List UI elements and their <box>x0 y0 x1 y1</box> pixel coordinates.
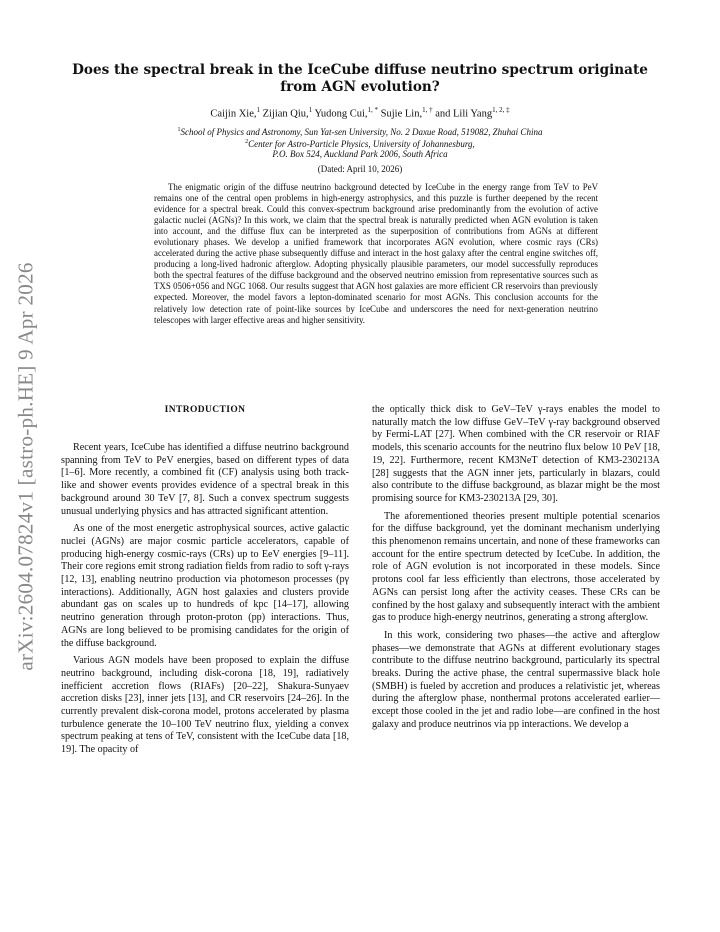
affiliation-number: 1 <box>177 127 181 133</box>
affiliation-number: 2 <box>245 139 249 145</box>
paragraph: In this work, considering two phases—the active and afterglow phases—we demonstrate that AGNs at different evolutionary stages contribute to the diffuse neutrino background, particularly its spectral breaks. During the active phase, the central supermassive black hole (SMBH) is fueled by accretion and produces a relativistic jet, whereas during the afterglow phase, nonthermal protons accelerated earlier—except those cooled in the jet and radio lobe—are confined in the host galaxy and produce neutrinos via pp interactions. We develop a <box>372 629 660 730</box>
paragraph: Recent years, IceCube has identified a diffuse neutrino background spanning from TeV to PeV energies, based on different types of data [1–6]. More recently, a combined fit (CF) analysis using both track-like and shower events provides evidence of a spectral break in this background around 30 TeV [7, 8]. Such a convex spectrum suggests unusual underlying physics and has attracted significant attention. <box>61 442 349 517</box>
author: Zijian Qiu, <box>262 108 309 120</box>
author: and Lili Yang <box>435 108 493 120</box>
affiliation-2-address: P.O. Box 524, Auckland Park 2006, South Africa <box>272 149 448 159</box>
author-affil-mark: 1 <box>308 106 313 114</box>
arxiv-identifier-stamp <box>4 236 48 696</box>
author-affil-mark: 1 <box>256 106 260 114</box>
author: Yudong Cui, <box>314 108 368 120</box>
paragraph: As one of the most energetic astrophysical sources, active galactic nuclei (AGNs) are major cosmic particle accelerators, capable of producing high-energy cosmic-rays (CRs) up to EeV energies [9–11]. Their core regions emit strong radiation fields from radio to soft γ-rays [12, 13], enabling neutrino production via photomeson processes (pγ interactions). Additionally, AGN host galaxies and clusters provide abundant gas on scales up to hundreds of kpc [14–17], allowing neutrino generation through proton-proton (pp) interactions. Thus, AGNs are long believed to be promising candidates for the origin of the diffuse background. <box>61 523 349 649</box>
left-column <box>61 404 349 762</box>
paragraph: Various AGN models have been proposed to explain the diffuse neutrino background, including disk-corona [18, 19], radiatively inefficient accretion flows (RIAFs) [20–22], Shakura-Sunyaev accretion disks [23], inner jets [13], and CR reservoirs [24–26]. In the currently prevalent disk-corona model, protons accelerated by plasma turbulence generate the 10–100 TeV neutrino flux, yielding a convex spectrum peaking at tens of TeV, consistent with the IceCube data [18, 19]. The opacity of <box>61 655 349 756</box>
abstract: The enigmatic origin of the diffuse neutrino background detected by IceCube in the energy range from TeV to PeV remains one of the central open problems in high-energy astrophysics, and this puzzle is further deepened by the recent evidence for a spectral break. Could this convex-spectrum background arise predominantly from the evolution of active galactic nuclei (AGNs)? In this work, we claim that the spectral break is naturally predicted when AGN evolution is taken into account, and the diffuse flux can be interpreted as the superposition of contributions from AGNs at different evolutionary phases. We develop a unified framework that incorporates AGN evolution, where cosmic rays (CRs) accelerated during the active phase subsequently diffuse and interact in the host galaxy after the central engine switches off, producing a long-lived hadronic afterglow. Adopting physically plausible parameters, our model successfully reproduces both the spectral features of the diffuse background and the observed neutrino emission from representative sources such as TXS 0506+056 and NGC 1068. Our results suggest that AGN host galaxies are more efficient CR reservoirs than previously expected. Moreover, the model favors a lepton-dominated scenario for most AGNs. This conclusion accounts for the relatively low detection rate of point-like sources by IceCube and underscores the need for next-generation neutrino telescopes with larger effective areas and higher sensitivity. <box>154 182 598 325</box>
arxiv-id-text: arXiv:2604.07824v1 [astro-ph.HE] 9 Apr 2026 <box>13 261 38 671</box>
author-affil-mark: 1, 2, ‡ <box>492 106 510 114</box>
right-column <box>372 404 660 737</box>
section-heading-introduction: INTRODUCTION <box>164 405 246 415</box>
author-affil-mark: 1, † <box>422 106 433 114</box>
dated-line: (Dated: April 10, 2026) <box>317 164 403 174</box>
paper-title: Does the spectral break in the IceCube diffuse neutrino spectrum originate from AGN evolution? <box>72 62 648 95</box>
paragraph: The aforementioned theories present multiple potential scenarios for the diffuse background, yet the dominant mechanism underlying this phenomenon remains uncertain, and none of these frameworks can account for the entire spectrum detected by IceCube. In addition, the role of AGN evolution is not incorporated in these models. Since protons cool far less efficiently than electrons, those accelerated by AGNs can persist long after the activity ceases. These CRs can be confined by the host galaxy and subsequently interact with the ambient gas to produce high-energy neutrinos, generating a strong afterglow. <box>372 510 660 624</box>
paragraph: the optically thick disk to GeV–TeV γ-rays enables the model to naturally match the low diffuse GeV–TeV γ-ray background observed by Fermi-LAT [27]. When combined with the CR reservoir or RIAF models, this scenario accounts for the neutrino flux below 10 PeV [18, 19, 22]. Furthermore, recent KM3NeT detection of KM3-230213A [28] suggests that the AGN inner jets, particularly in blazars, could also contribute to the diffuse background, as blazar might be the most promising source for KM3-230213A [29, 30]. <box>372 404 660 504</box>
author-list <box>60 106 660 120</box>
author: Caijin Xie, <box>210 108 257 120</box>
author-affil-mark: 1, * <box>367 106 379 114</box>
affiliation-text: Center for Astro-Particle Physics, University of Johannesburg, <box>248 139 475 149</box>
affiliation-text: School of Physics and Astronomy, Sun Yat-sen University, No. 2 Daxue Road, 519082, Zhuhai China <box>180 127 543 137</box>
author: Sujie Lin, <box>380 108 423 120</box>
